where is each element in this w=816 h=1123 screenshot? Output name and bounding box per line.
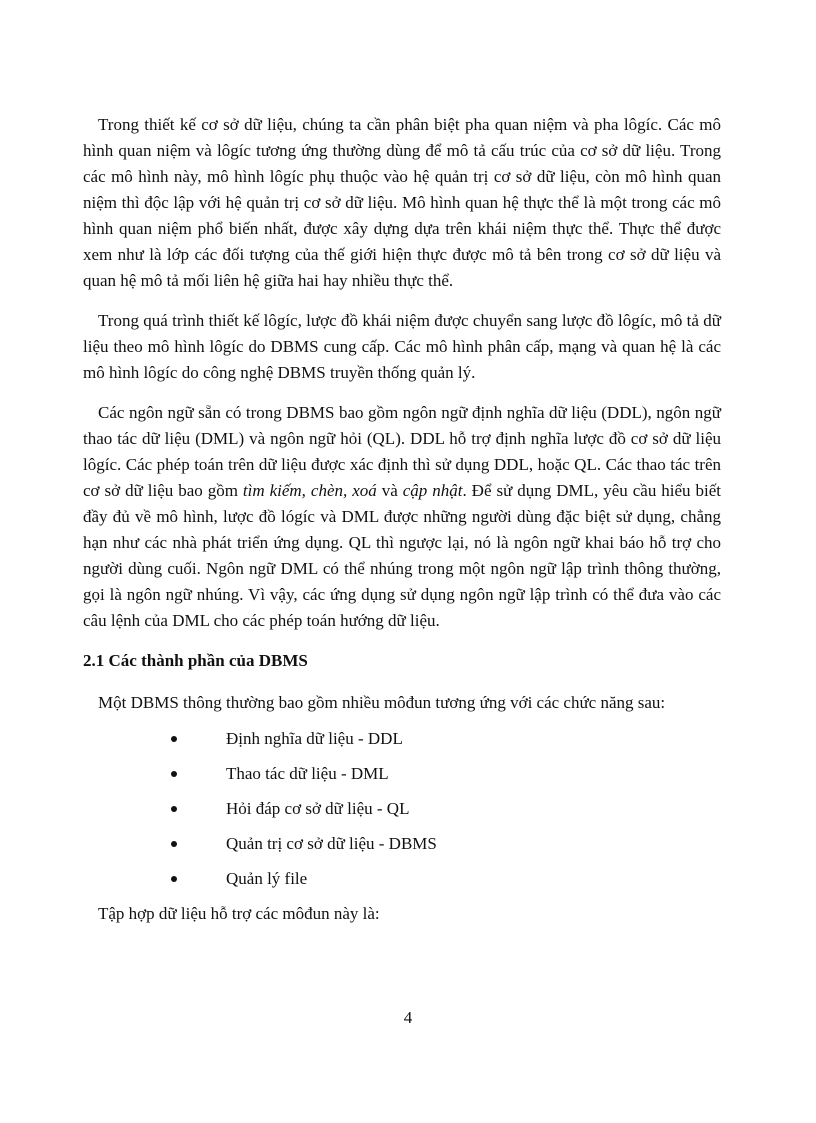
list-item — [171, 796, 721, 831]
bullet-icon — [171, 841, 177, 847]
list-item-label: Hỏi đáp cơ sở dữ liệu - QL — [226, 799, 410, 818]
list-item-label: Quản lý file — [226, 869, 308, 888]
paragraph-modules-closing: Tập hợp dữ liệu hỗ trợ các môđun này là: — [98, 904, 380, 923]
paragraph-design-phases: Trong thiết kế cơ sở dữ liệu, chúng ta cần phân biệt pha quan niệm và pha lôgíc. Các mô hình quan niệm và lôgíc tương ứng thường dùng để mô tả cấu trúc của cơ sở dữ liệu. Trong các mô hình này, mô hình lôgíc phụ thuộc vào hệ quản trị cơ sở dữ liệu, còn mô hình quan niệm thì độc lập với hệ quản trị cơ sở dữ liệu. Mô hình quan hệ thực thể là một trong các mô hình quan niệm phổ biến nhất, được xây dựng dựa trên khái niệm thực thể. Thực thể được xem như là lớp các đối tượng của thế giới hiện thực được mô tả bên trong cơ sở dữ liệu và quan hệ mô tả mối liên hệ giữa hai hay nhiều thực thể. — [83, 115, 721, 290]
list-item — [171, 726, 721, 761]
list-item-label: Định nghĩa dữ liệu - DDL — [226, 729, 403, 748]
paragraph-logical-design: Trong quá trình thiết kế lôgíc, lược đồ khái niệm được chuyển sang lược đồ lôgíc, mô tả dữ liệu theo mô hình lôgíc do DBMS cung cấp. Các mô hình phân cấp, mạng và quan hệ là các mô hình lôgíc do công nghệ DBMS truyền thống quản lý. — [83, 311, 721, 382]
paragraph-text-part: . Để sử dụng DML, yêu cầu hiểu biết đầy đủ về mô hình, lược đồ lógíc và DML được những người dùng đặc biệt sử dụng, chẳng hạn như các nhà phát triển ứng dụng. QL thì ngược lại, nó là ngôn ngữ khai báo hỗ trợ cho người dùng cuối. Ngôn ngữ DML có thể nhúng trong một ngôn ngữ lập trình thông thường, gọi là ngôn ngữ nhúng. Vì vậy, các ứng dụng sử dụng ngôn ngữ lập trình có thể đưa vào các câu lệnh của DML cho các phép toán hướng dữ liệu. — [83, 481, 722, 630]
page-number: 4 — [403, 1008, 413, 1027]
list-item — [171, 761, 721, 796]
italic-operations: tìm kiếm, chèn, xoá — [242, 481, 377, 500]
module-list — [83, 726, 721, 901]
bullet-icon — [171, 876, 177, 882]
list-item-label: Thao tác dữ liệu - DML — [226, 764, 389, 783]
list-item — [171, 866, 721, 901]
paragraph-text-part: và — [376, 481, 403, 500]
list-item — [171, 831, 721, 866]
bullet-icon — [171, 771, 177, 777]
section-heading: 2.1 Các thành phần của DBMS — [83, 651, 308, 670]
paragraph-text-part: Các ngôn ngữ sẵn có trong DBMS bao gồm ngôn ngữ định nghĩa dữ liệu (DDL), ngôn ngữ thao tác dữ liệu (DML) và ngôn ngữ hỏi (QL). DDL hỗ trợ định nghĩa lược đồ cơ sở dữ liệu lôgíc. Các phép toán trên dữ liệu được xác định thì sử dụng DDL, hoặc QL. Các thao tác trên cơ sở dữ liệu bao gồm — [83, 403, 721, 500]
paragraph-dbms-languages — [83, 400, 721, 634]
page-content — [83, 112, 721, 941]
bullet-icon — [171, 806, 177, 812]
bullet-icon — [171, 736, 177, 742]
list-item-label: Quản trị cơ sở dữ liệu - DBMS — [226, 834, 437, 853]
italic-update: cập nhật — [402, 481, 463, 500]
paragraph-modules-intro: Một DBMS thông thường bao gồm nhiều môđun tương ứng với các chức năng sau: — [98, 693, 666, 712]
